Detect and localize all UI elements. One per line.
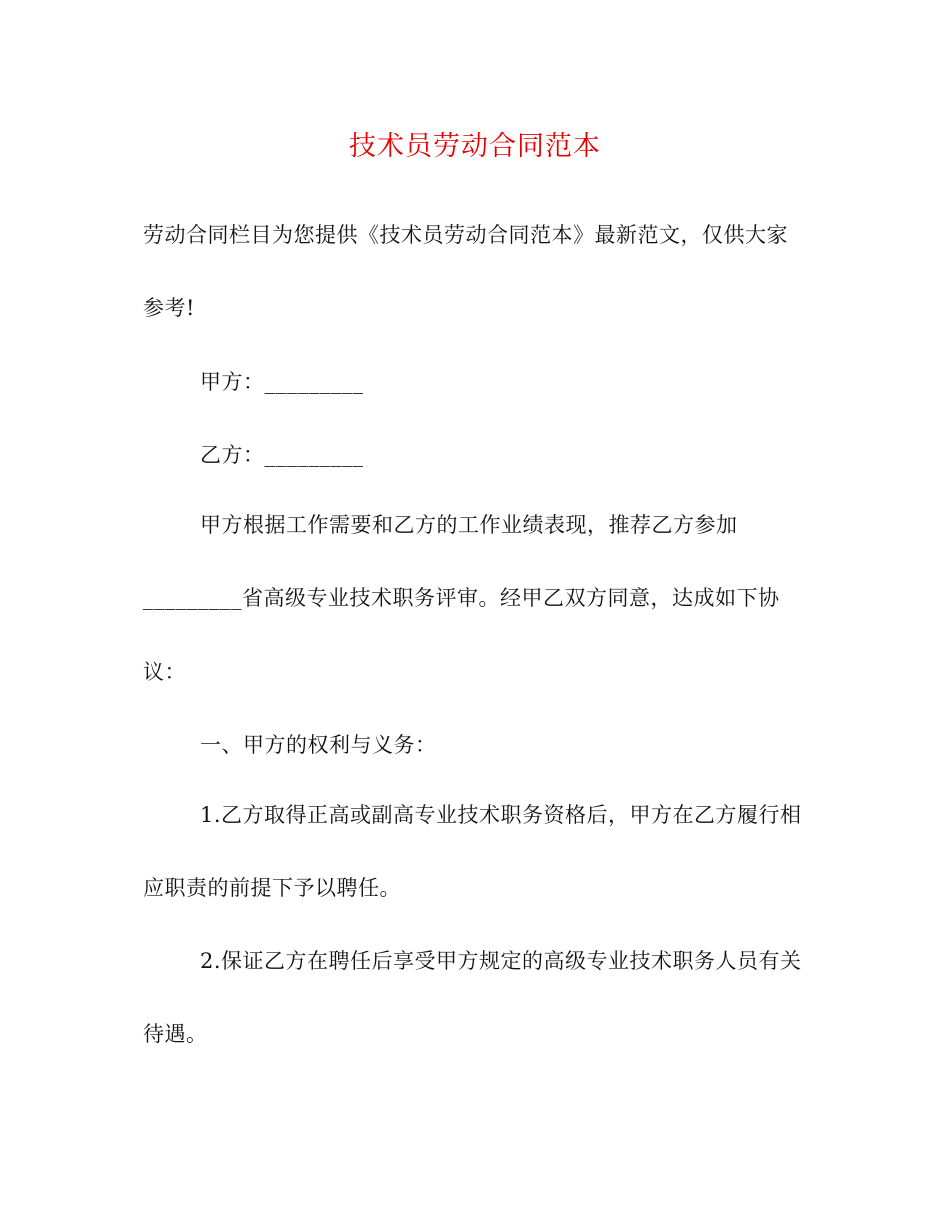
clause-line: 2.保证乙方在聘任后享受甲方规定的高级专业技术职务人员有关	[200, 949, 802, 973]
party-a-line: 甲方：_________	[200, 370, 364, 394]
intro-line-1: 劳动合同栏目为您提供《技术员劳动合同范本》最新范文，仅供大家	[143, 223, 788, 247]
document-title: 技术员劳动合同范本	[349, 131, 601, 162]
clause-line: 1.乙方取得正高或副高专业技术职务资格后，甲方在乙方履行相	[200, 803, 802, 827]
clause-line: 待遇。	[143, 1022, 208, 1046]
paragraph-line: _________省高级专业技术职务评审。经甲乙双方同意，达成如下协	[143, 586, 780, 610]
paragraph-line: 议：	[143, 660, 186, 684]
party-b-line: 乙方：_________	[200, 443, 364, 467]
clause-line: 应职责的前提下予以聘任。	[143, 876, 401, 900]
section-heading: 一、甲方的权利与义务：	[200, 733, 437, 757]
paragraph-line: 甲方根据工作需要和乙方的工作业绩表现，推荐乙方参加	[200, 513, 738, 537]
intro-line-2: 参考!	[143, 296, 195, 320]
